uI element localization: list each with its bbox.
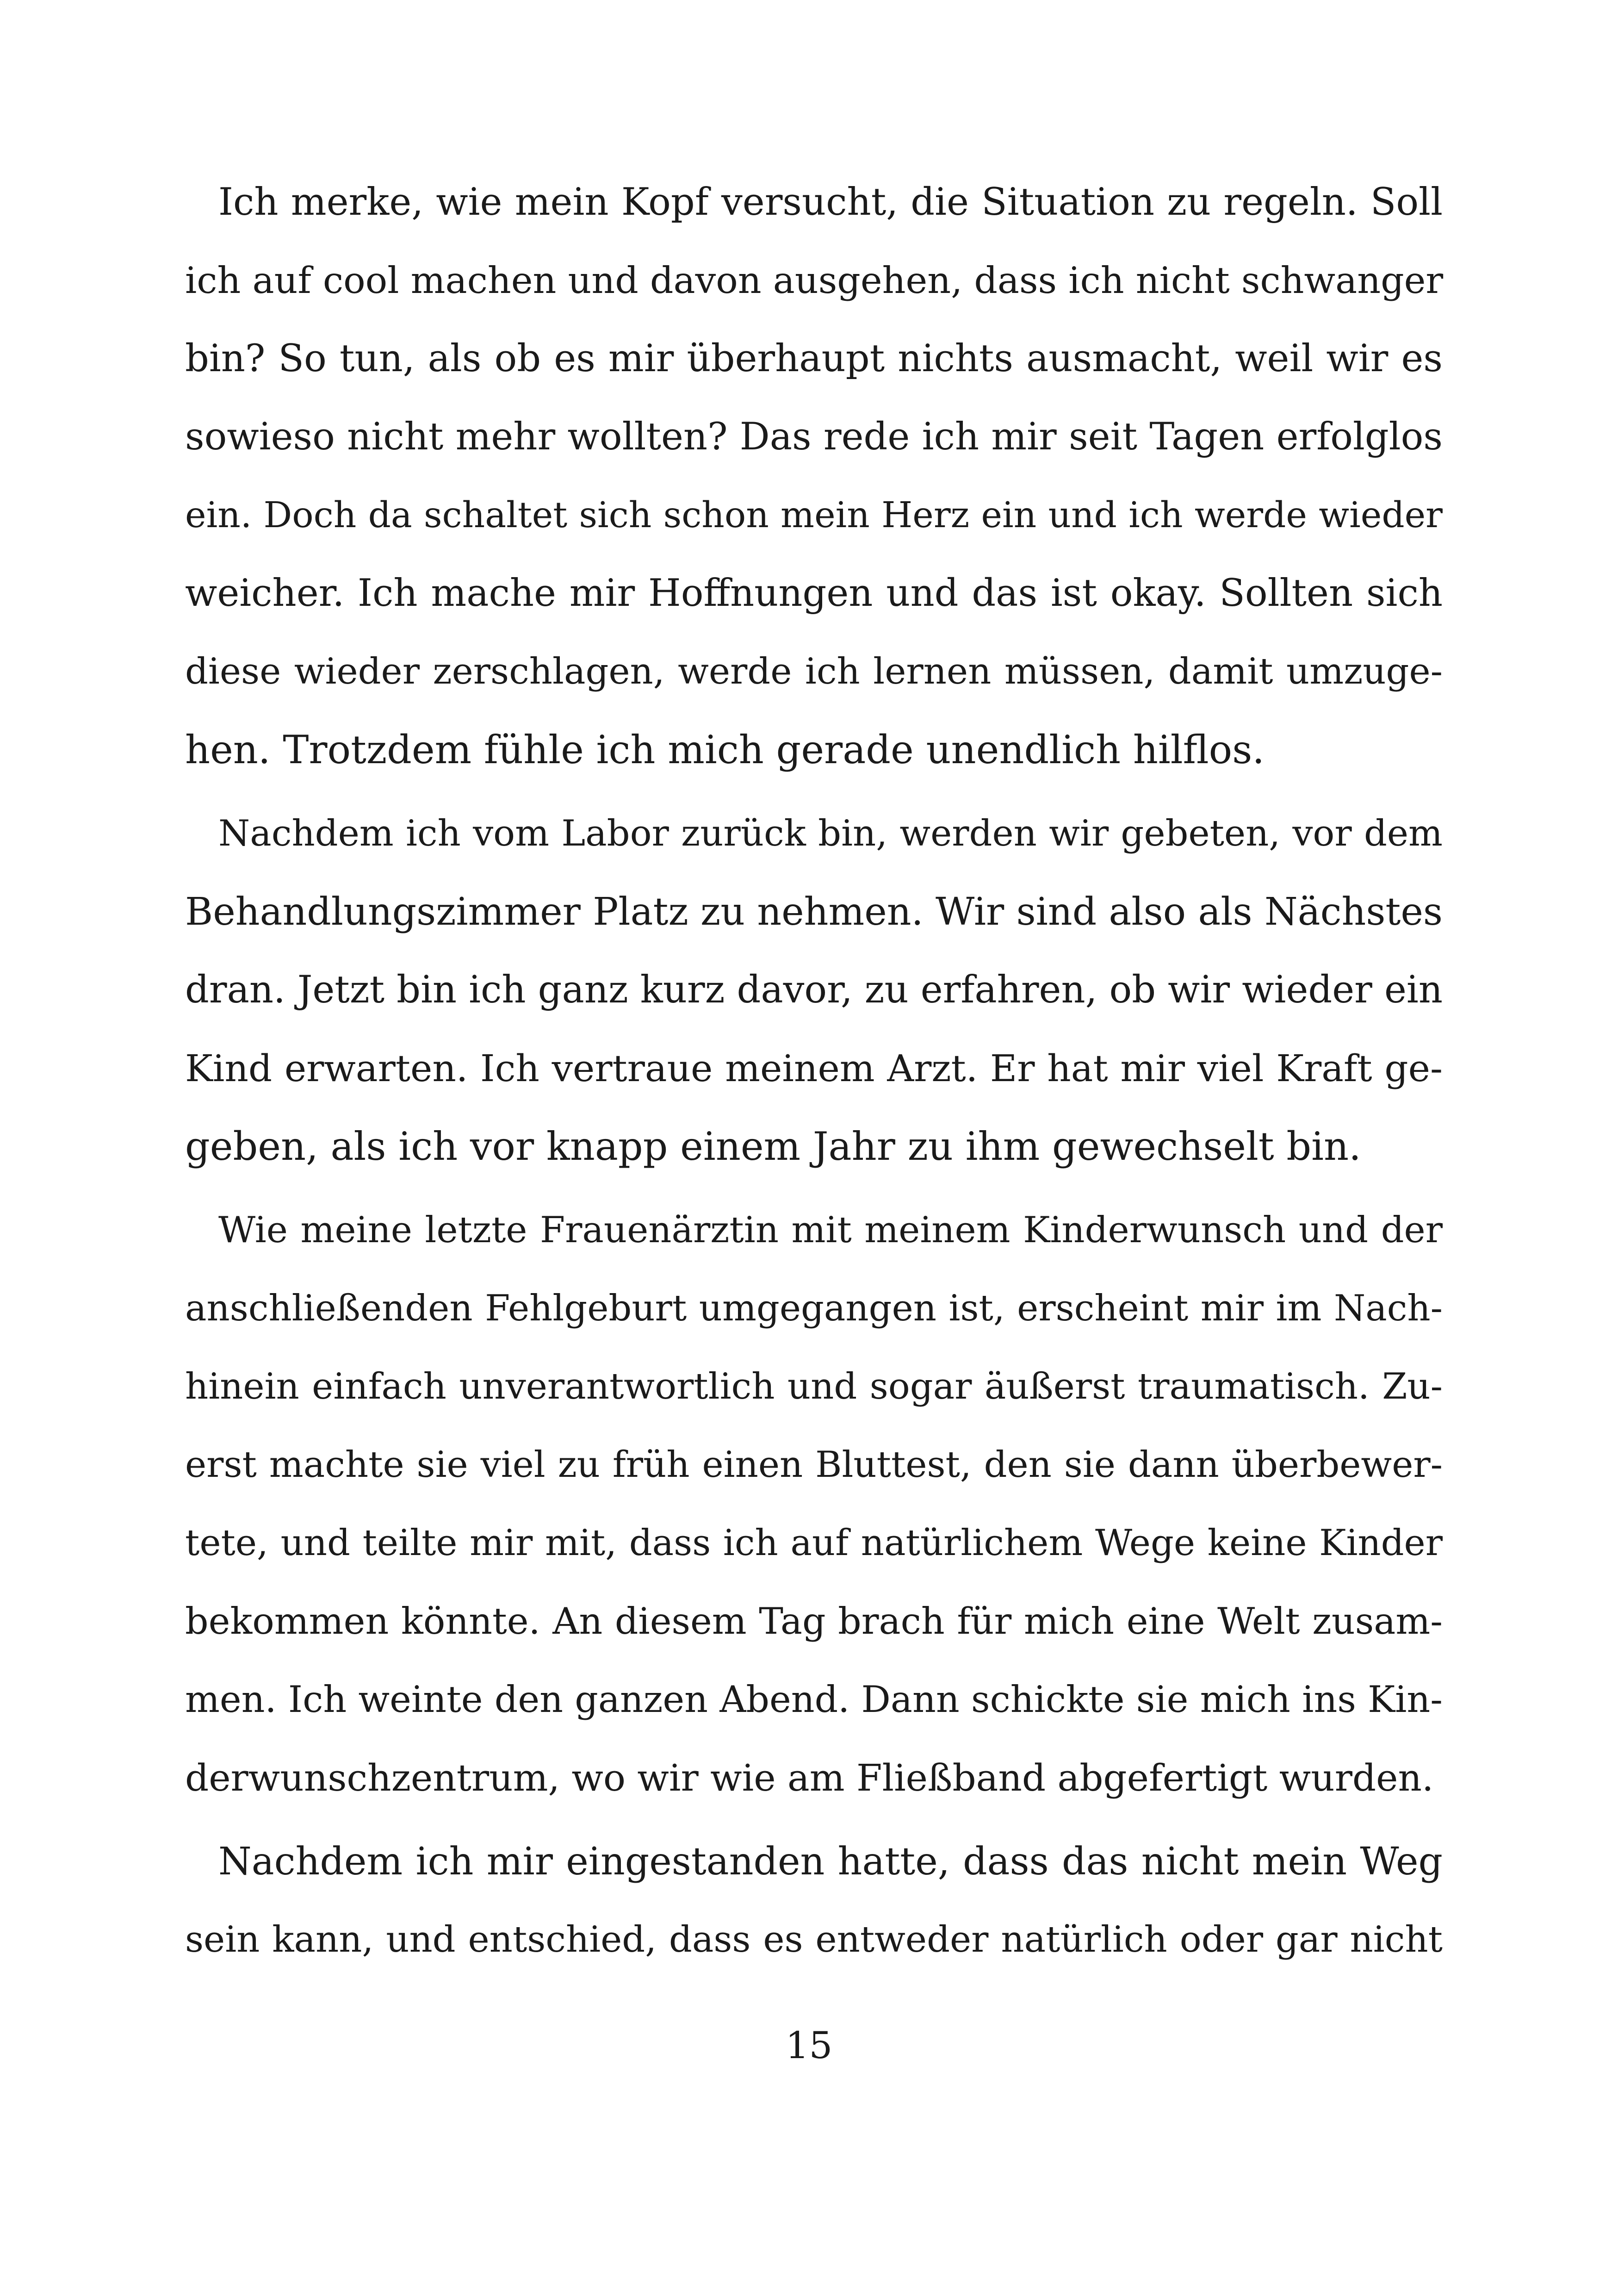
text-line: geben, als ich vor knapp einem Jahr zu ihm gewechselt bin. (185, 1124, 1361, 1169)
text-line: tete, und teilte mir mit, dass ich auf natürlichem Wege keine Kinder (185, 1522, 1443, 1564)
text-line: ich auf cool machen und davon ausgehen, dass ich nicht schwanger (185, 259, 1444, 302)
text-line: bin? So tun, als ob es mir überhaupt nichts ausmacht, weil wir es (185, 337, 1443, 380)
text-line: hinein einfach unverantwortlich und sogar äußerst traumatisch. Zu- (185, 1366, 1443, 1407)
text-line: Nachdem ich mir eingestanden hatte, dass das nicht mein Weg (218, 1840, 1443, 1884)
text-line: Behandlungszimmer Platz zu nehmen. Wir sind also als Nächstes (185, 890, 1443, 934)
paragraph (185, 795, 1443, 1186)
text-line: sowieso nicht mehr wollten? Das rede ich mir seit Tagen erfolglos (185, 415, 1443, 459)
text-line: anschließenden Fehlgeburt umgegangen ist, erscheint mir im Nach- (185, 1288, 1443, 1329)
text-line: derwunschzentrum, wo wir wie am Fließband abgefertigt wurden. (185, 1756, 1434, 1799)
paragraph (185, 1823, 1443, 1979)
text-line: diese wieder zerschlagen, werde ich lernen müssen, damit umzuge- (185, 651, 1443, 692)
text-line: weicher. Ich mache mir Hoffnungen und das ist okay. Sollten sich (185, 572, 1443, 615)
text-line: Wie meine letzte Frauenärztin mit meinem Kinderwunsch und der (218, 1209, 1443, 1251)
text-line: ein. Doch da schaltet sich schon mein Herz ein und ich werde wieder (185, 495, 1443, 536)
text-line: hen. Trotzdem fühle ich mich gerade unendlich hilflos. (185, 727, 1265, 772)
text-line: bekommen könnte. An diesem Tag brach für mich eine Welt zusam- (185, 1600, 1443, 1643)
page-number: 15 (785, 2024, 833, 2067)
text-line: sein kann, und entschied, dass es entweder natürlich oder gar nicht (185, 1919, 1443, 1960)
text-line: dran. Jetzt bin ich ganz kurz davor, zu erfahren, ob wir wieder ein (185, 968, 1443, 1012)
paragraph (185, 163, 1443, 789)
text-line: Ich merke, wie mein Kopf versucht, die Situation zu regeln. Soll (218, 180, 1443, 224)
text-line: Nachdem ich vom Labor zurück bin, werden wir gebeten, vor dem (218, 813, 1443, 854)
text-line: erst machte sie viel zu früh einen Bluttest, den sie dann überbewer- (185, 1444, 1443, 1486)
body-text (185, 163, 1443, 1979)
text-line: Kind erwarten. Ich vertraue meinem Arzt. Er hat mir viel Kraft ge- (185, 1047, 1443, 1090)
text-line: men. Ich weinte den ganzen Abend. Dann schickte sie mich ins Kin- (185, 1678, 1443, 1721)
paragraph (185, 1191, 1443, 1817)
